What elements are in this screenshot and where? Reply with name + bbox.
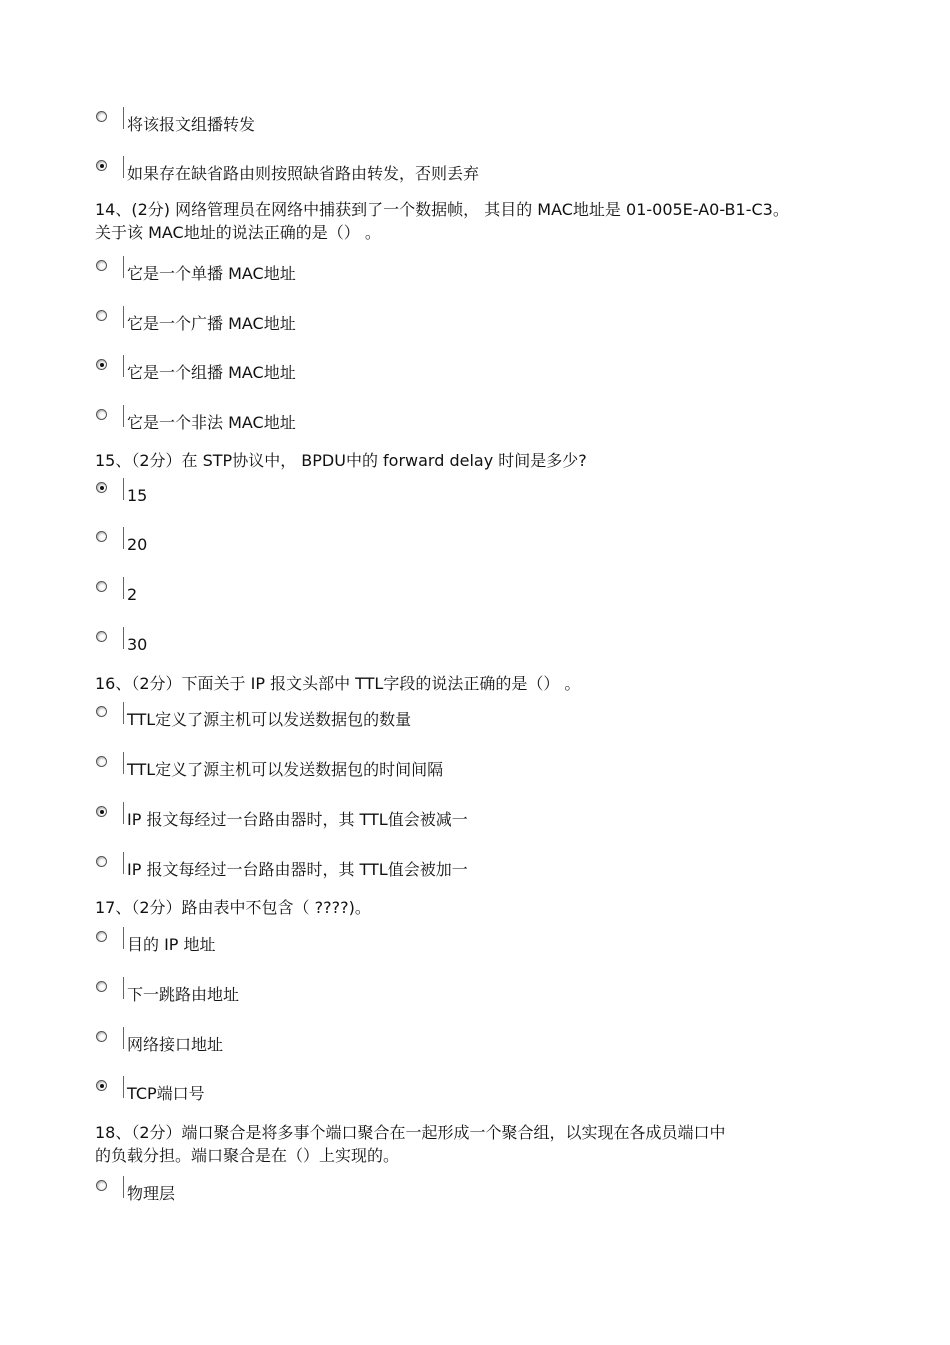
option-divider — [123, 802, 124, 824]
answer-radio[interactable] — [96, 1080, 107, 1091]
option-label: 物理层 — [127, 1184, 176, 1203]
answer-radio[interactable] — [96, 310, 107, 321]
option-divider — [123, 702, 124, 724]
option-label: 将该报文组播转发 — [127, 115, 256, 134]
question-text: 14、(2分) 网络管理员在网络中捕获到了一个数据帧， 其目的 MAC地址是 01-005E-A0-B1-C3。 — [95, 200, 789, 219]
answer-radio[interactable] — [96, 160, 107, 171]
answer-radio[interactable] — [96, 981, 107, 992]
option-divider — [123, 1076, 124, 1098]
answer-radio[interactable] — [96, 111, 107, 122]
answer-radio[interactable] — [96, 706, 107, 717]
answer-radio[interactable] — [96, 260, 107, 271]
option-label: 目的 IP 地址 — [127, 935, 216, 954]
option-divider — [123, 577, 124, 599]
answer-radio[interactable] — [96, 482, 107, 493]
option-label: 30 — [127, 635, 148, 654]
answer-radio[interactable] — [96, 806, 107, 817]
answer-radio[interactable] — [96, 631, 107, 642]
option-label: TTL定义了源主机可以发送数据包的数量 — [127, 710, 412, 729]
answer-radio[interactable] — [96, 756, 107, 767]
option-label: 如果存在缺省路由则按照缺省路由转发，否则丢弃 — [127, 164, 480, 183]
option-divider — [123, 107, 124, 129]
option-divider — [123, 355, 124, 377]
answer-radio[interactable] — [96, 531, 107, 542]
option-divider — [123, 1176, 124, 1198]
option-divider — [123, 852, 124, 874]
question-text: 18、（2分）端口聚合是将多事个端口聚合在一起形成一个聚合组，以实现在各成员端口中 — [95, 1123, 726, 1142]
option-label: IP 报文每经过一台路由器时，其 TTL值会被减一 — [127, 810, 468, 829]
option-divider — [123, 256, 124, 278]
answer-radio[interactable] — [96, 856, 107, 867]
question-text: 15、（2分）在 STP协议中， BPDU中的 forward delay 时间是多少? — [95, 451, 587, 470]
option-label: 15 — [127, 486, 148, 505]
option-label: 网络接口地址 — [127, 1035, 224, 1054]
option-label: 2 — [127, 585, 138, 604]
option-divider — [123, 977, 124, 999]
option-label: TCP端口号 — [127, 1084, 205, 1103]
answer-radio[interactable] — [96, 359, 107, 370]
option-divider — [123, 478, 124, 500]
option-divider — [123, 306, 124, 328]
answer-radio[interactable] — [96, 1031, 107, 1042]
option-divider — [123, 752, 124, 774]
option-divider — [123, 156, 124, 178]
question-text: 的负载分担。端口聚合是在（）上实现的。 — [95, 1146, 400, 1165]
option-label: 它是一个单播 MAC地址 — [127, 264, 296, 283]
option-label: 它是一个非法 MAC地址 — [127, 413, 296, 432]
option-label: TTL定义了源主机可以发送数据包的时间间隔 — [127, 760, 444, 779]
answer-radio[interactable] — [96, 581, 107, 592]
option-label: 它是一个组播 MAC地址 — [127, 363, 296, 382]
option-label: IP 报文每经过一台路由器时，其 TTL值会被加一 — [127, 860, 468, 879]
answer-radio[interactable] — [96, 1180, 107, 1191]
option-divider — [123, 627, 124, 649]
option-divider — [123, 927, 124, 949]
option-label: 下一跳路由地址 — [127, 985, 240, 1004]
question-text: 关于该 MAC地址的说法正确的是（） 。 — [95, 223, 381, 242]
option-label: 20 — [127, 535, 148, 554]
answer-radio[interactable] — [96, 931, 107, 942]
answer-radio[interactable] — [96, 409, 107, 420]
option-divider — [123, 527, 124, 549]
option-label: 它是一个广播 MAC地址 — [127, 314, 296, 333]
option-divider — [123, 405, 124, 427]
option-divider — [123, 1027, 124, 1049]
question-text: 16、（2分）下面关于 IP 报文头部中 TTL字段的说法正确的是（） 。 — [95, 674, 581, 693]
question-text: 17、（2分）路由表中不包含（ ????)。 — [95, 898, 371, 917]
